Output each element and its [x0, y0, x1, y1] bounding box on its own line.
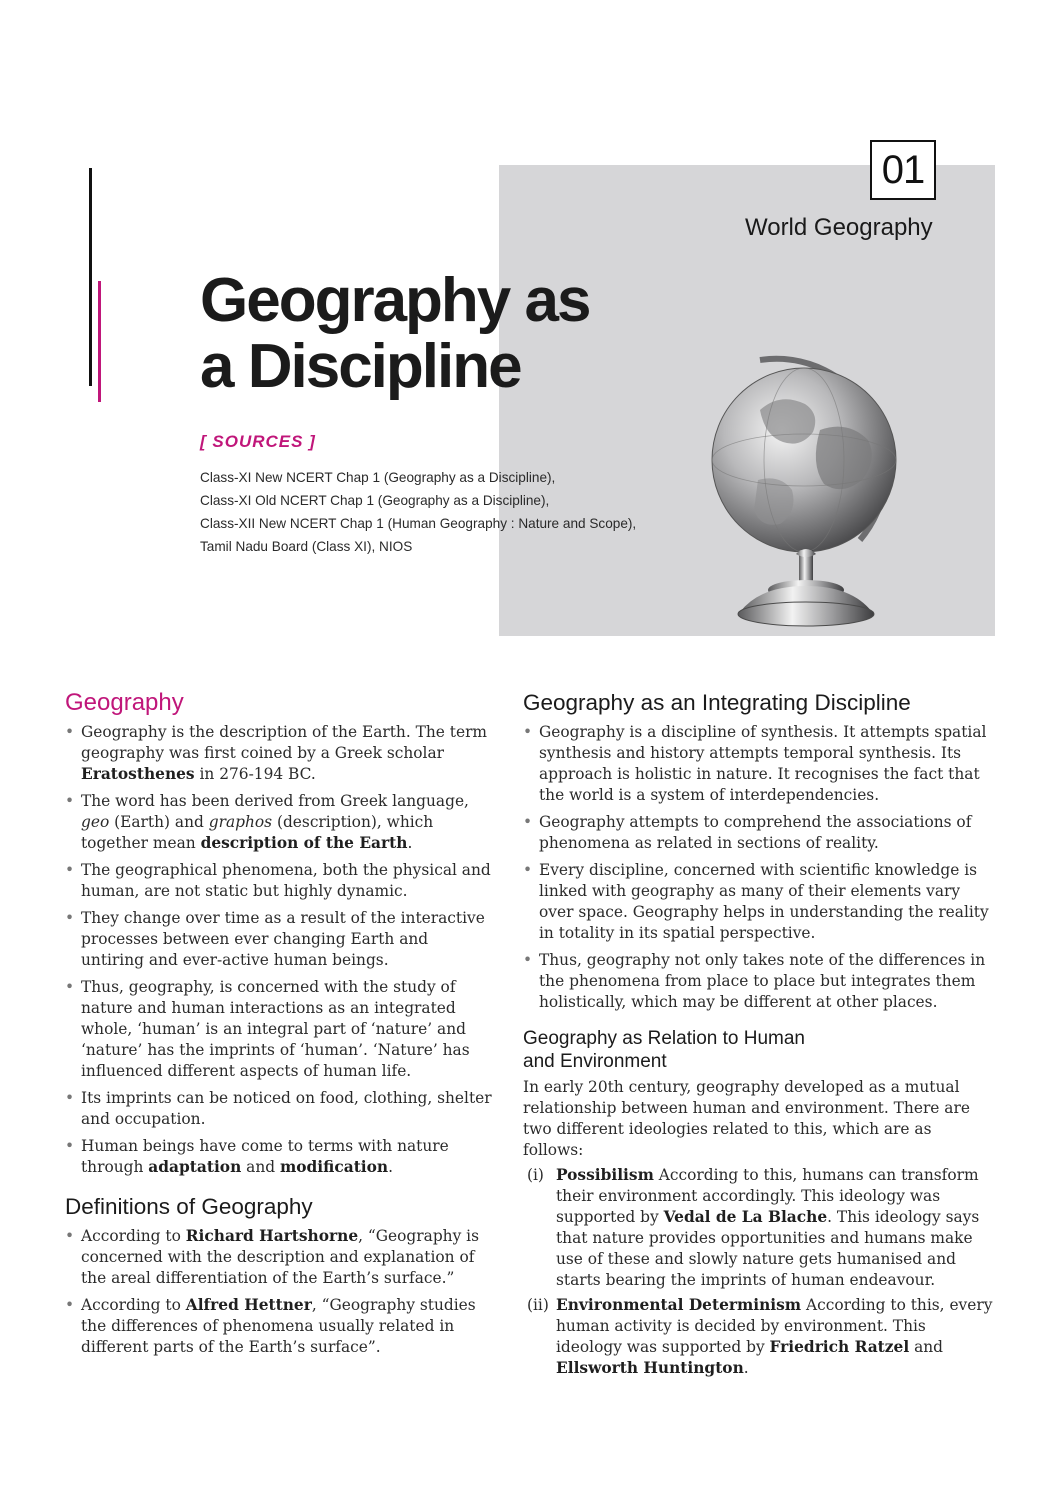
list-item: • They change over time as a result of the interactive processes between ever changing Earth and untiring and ever-active human beings. [65, 908, 495, 971]
list-item: • The word has been derived from Greek language, geo (Earth) and graphos (description), which together mean description of the Earth. [65, 791, 495, 854]
list-item: • Every discipline, concerned with scientific knowledge is linked with geography as many of their elements vary over space. Geography helps in understanding the reality in totality in its spatial perspective. [523, 860, 993, 944]
numbered-item-determinism: (ii) Environmental Determinism According to this, every human activity is decided by environment. This ideology was supported by Friedrich Ratzel and Ellsworth Huntington. [527, 1296, 993, 1377]
page-title [200, 268, 720, 400]
list-item: • Geography attempts to comprehend the associations of phenomena as related in sections of reality. [523, 812, 993, 854]
chapter-subject: World Geography [745, 214, 933, 241]
geography-bullets [65, 722, 495, 1178]
list-item: • The geographical phenomena, both the physical and human, are not static but highly dynamic. [65, 860, 495, 902]
section-heading-definitions: Definitions of Geography [65, 1194, 313, 1219]
section-heading-integrating: Geography as an Integrating Discipline [523, 690, 911, 715]
left-column [65, 688, 495, 1364]
section-heading-geography: Geography [65, 689, 184, 716]
relation-intro: In early 20th century, geography developed as a mutual relationship between human and environment. There are two different ideologies related to this, which are as follows: [523, 1078, 970, 1159]
decorative-black-line [89, 168, 92, 386]
sources-label: [ SOURCES ] [200, 432, 316, 451]
numbered-item-possibilism: (i) Possibilism According to this, humans can transform their environment accordingly. This ideology was supported by Vedal de La Blache. This ideology says that nature provides opportunities and humans make use of these and slowly nature gets humanised and starts bearing the imprints of human endeavour. [527, 1166, 980, 1289]
sources-list [200, 466, 680, 558]
list-item: • According to Alfred Hettner, “Geography studies the differences of phenomena usually related in different parts of the Earth’s surface”. [65, 1295, 495, 1358]
list-item: • Its imprints can be noticed on food, clothing, shelter and occupation. [65, 1088, 495, 1130]
title-line-2: a Discipline [200, 332, 521, 401]
list-item: • According to Richard Hartshorne, “Geography is concerned with the description and explanation of the areal differentiation of the Earth’s surface.” [65, 1226, 495, 1289]
integrating-bullets [523, 722, 993, 1013]
source-item: Class-XI Old NCERT Chap 1 (Geography as a Discipline), [200, 493, 550, 508]
right-column [523, 688, 993, 1383]
list-item: • Thus, geography not only takes note of the differences in the phenomena from place to place but integrates them holistically, which may be different at other places. [523, 950, 993, 1013]
source-item: Tamil Nadu Board (Class XI), NIOS [200, 539, 413, 554]
definitions-bullets [65, 1226, 495, 1358]
list-item: • Human beings have come to terms with nature through adaptation and modification. [65, 1136, 495, 1178]
list-item: • Geography is a discipline of synthesis. It attempts spatial synthesis and history attempts temporal synthesis. Its approach is holistic in nature. It recognises the fact that the world is a system of interdependencies. [523, 722, 993, 806]
section-heading-relation: Geography as Relation to Human and Environment [523, 1028, 805, 1072]
list-item: • Thus, geography, is concerned with the study of nature and human interactions as an integrated whole, ‘human’ is an integral part of ‘nature’ and ‘nature’ has the imprints of ‘human’. ‘Nature’ has influenced different aspects of human life. [65, 977, 495, 1082]
title-line-1: Geography as [200, 266, 590, 335]
source-item: Class-XII New NCERT Chap 1 (Human Geography : Nature and Scope), [200, 516, 637, 531]
globe-illustration [700, 340, 930, 630]
chapter-number: 01 [870, 140, 936, 200]
decorative-pink-line [98, 281, 101, 402]
source-item: Class-XI New NCERT Chap 1 (Geography as a Discipline), [200, 470, 556, 485]
list-item: • Geography is the description of the Earth. The term geography was first coined by a Greek scholar Eratosthenes in 276-194 BC. [65, 722, 495, 785]
